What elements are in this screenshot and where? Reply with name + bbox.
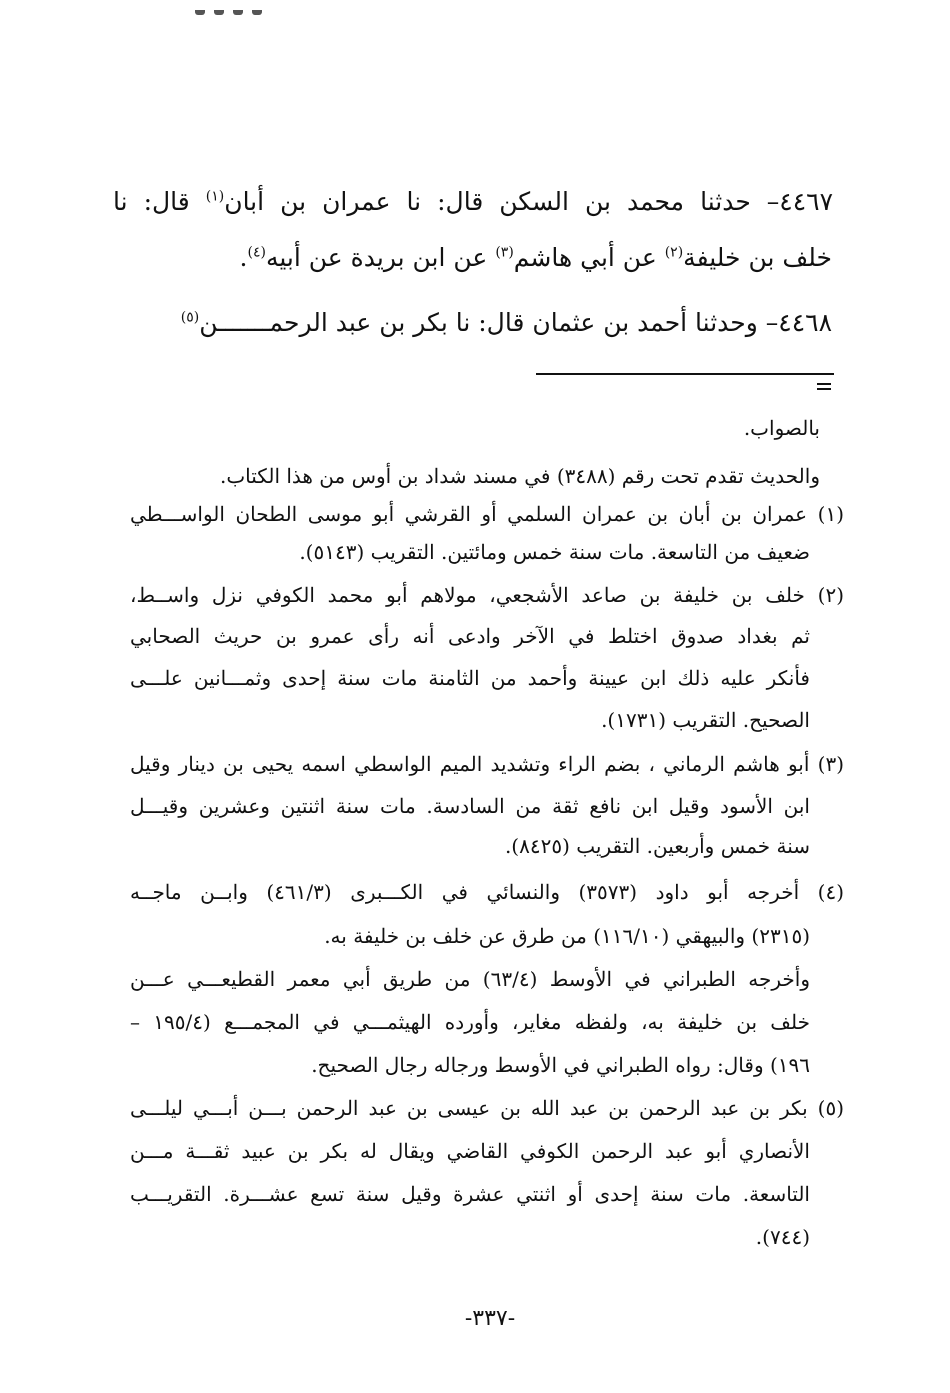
- hadith-4467-line-1: [113, 184, 833, 220]
- footnote-2-line-2: ثم بغداد صدوق اختلط في الآخر وادعى أنه رأى عمرو بن حريث الصحابي: [130, 624, 810, 648]
- footnote-ref-1: (١): [205, 188, 225, 205]
- footnote-2-line-1: (٢) خلف بن خليفة بن صاعد الأشجعي، مولاهم أبو محمد الكوفي نزل واســط،: [130, 583, 844, 607]
- footnote-5-line-4: (٧٤٤).: [755, 1225, 810, 1249]
- top-scan-marks: [195, 0, 285, 6]
- page-number: -٣٣٧-: [464, 1306, 516, 1331]
- hadith-4467-text: ٤٤٦٧– حدثنا محمد بن السكن قال: نا عمران بن أبان: [224, 187, 833, 216]
- hadith-4467-text-end: قال: نا: [113, 187, 206, 216]
- footnote-1-line-1: (١) عمران بن أبان بن عمران السلمي أو القرشي أبو موسى الطحان الواســـطي: [130, 502, 844, 526]
- footnote-2-line-3: فأنكر عليه ذلك ابن عيينة وأحمد من الثامنة مات سنة إحدى وثمـــانين علـــى: [130, 666, 810, 690]
- continuation-mark: [817, 383, 831, 393]
- hadith-4468-line-1: [110, 305, 832, 341]
- footnote-5-line-1: (٥) بكر بن عبد الرحمن بن عبد الله بن عيسى بن عبد الرحمن بـــن أبـــي ليلـــى: [130, 1096, 844, 1120]
- footnote-3-line-2: ابن الأسود وقيل ابن نافع ثقة من السادسة. مات سنة اثنتين وعشرين وقيـــل: [130, 794, 810, 818]
- narrator-text: عن ابن بريدة عن أبيه: [265, 243, 496, 272]
- hadith-4468-text: ٤٤٦٨– وحدثنا أحمد بن عثمان قال: نا بكر بن عبد الرحمـــــــن: [199, 308, 832, 337]
- footnote-2-line-4: الصحيح. التقريب (١٧٣١).: [601, 708, 810, 732]
- footnote-ref-2: (٢): [664, 244, 684, 261]
- footnote-5-line-2: الأنصاري أبو عبد الرحمن الكوفي القاضي ويقال له بكر بن عبيد ثقـــة مـــن: [130, 1139, 810, 1163]
- footnote-3-line-1: (٣) أبو هاشم الرماني ، بضم الراء وتشديد الميم الواسطي اسمه يحيى بن دينار وقيل: [130, 752, 844, 776]
- footnote-5-line-3: التاسعة. مات سنة إحدى أو اثنتي عشرة وقيل سنة تسع عشـــرة. التقريـــب: [130, 1182, 810, 1206]
- footnote-continuation-line-1: بالصواب.: [743, 416, 820, 440]
- footnote-4-line-4: خلف بن خليفة به، ولفظه مغاير، وأورده الهيثمـــي في المجمـــع (١٩٥/٤ –: [130, 1010, 810, 1034]
- period: .: [239, 243, 248, 272]
- footnote-1-line-2: ضعيف من التاسعة. مات سنة خمس ومائتين. التقريب (٥١٤٣).: [299, 540, 810, 564]
- footnote-4-line-2: (٢٣١٥) والبيهقي (١١٦/١٠) من طرق عن خلف بن خليفة به.: [324, 924, 810, 948]
- narrator-text: عن أبي هاشم: [513, 243, 665, 272]
- narrator-text: خلف بن خليفة: [683, 243, 832, 272]
- footnote-3-line-3: سنة خمس وأربعين. التقريب (٨٤٢٥).: [504, 834, 810, 858]
- footnote-ref-3: (٣): [495, 244, 514, 261]
- hadith-4467-line-2: [110, 240, 832, 276]
- footnote-ref-5: (٥): [180, 309, 200, 326]
- footnote-ref-4: (٤): [247, 244, 266, 261]
- footnote-4-line-1: (٤) أخرجه أبو داود (٣٥٧٣) والنسائي في الكـــبرى (٤٦١/٣) وابــن ماجــه: [130, 880, 845, 904]
- footnote-4-line-5: ١٩٦) وقال: رواه الطبراني في الأوسط ورجاله رجال الصحيح.: [311, 1053, 810, 1077]
- footnote-4-line-3: وأخرجه الطبراني في الأوسط (٦٣/٤) من طريق أبي معمر القطيعـــي عـــن: [130, 967, 810, 991]
- footnote-separator: [536, 373, 834, 375]
- footnote-continuation-line-2: والحديث تقدم تحت رقم (٣٤٨٨) في مسند شداد بن أوس من هذا الكتاب.: [219, 464, 820, 488]
